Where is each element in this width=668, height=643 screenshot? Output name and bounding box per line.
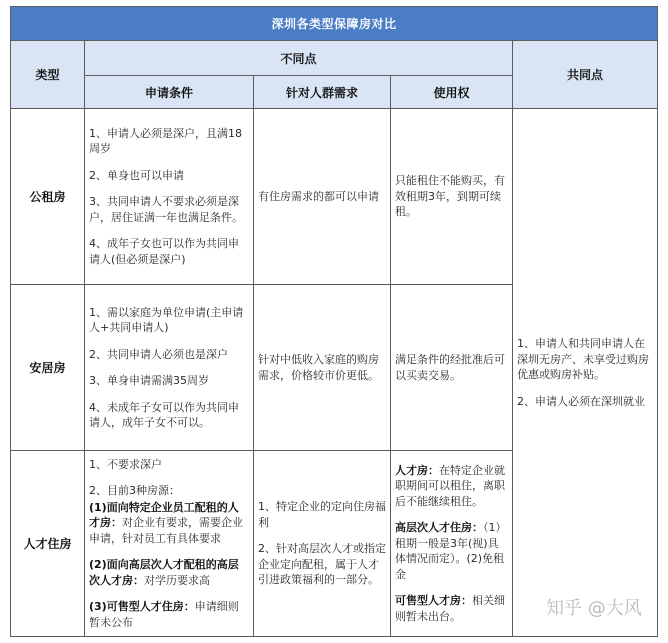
- condition-item: [89, 599, 249, 630]
- usage-rights-label: 可售型人才房：: [395, 594, 472, 608]
- condition-item-label: (2)面向高层次人才配租的高层次人才房：: [89, 558, 239, 587]
- usage-rights-label: 高层次人才住房：: [395, 521, 483, 535]
- target-needs-cell: [254, 109, 390, 284]
- condition-item: 1、不要求深户: [89, 457, 162, 471]
- condition-item: [89, 557, 249, 588]
- common-point-item: 2、申请人必须在深圳就业: [517, 394, 645, 408]
- condition-item: 4、成年子女也可以作为共同申请人(但必须是深户): [89, 237, 239, 266]
- condition-item: [89, 500, 249, 547]
- target-needs-cell: [254, 285, 390, 450]
- target-needs-item: 1、特定企业的定向住房福利: [258, 500, 386, 529]
- usage-rights-item: [395, 520, 508, 582]
- header-type: 类型: [11, 41, 84, 108]
- comparison-table: [10, 6, 658, 637]
- usage-rights-text: （1）租期一般是3年(视)具体情况而定）。(2)免租金: [395, 521, 507, 581]
- conditions-cell: [85, 109, 253, 284]
- usage-rights-item: 只能租住不能购买，有效租期3年，到期可续租。: [395, 174, 505, 219]
- conditions-cell: [85, 451, 253, 636]
- condition-item: 3、共同申请人不要求必须是深户，居住证满一年也满足条件。: [89, 195, 243, 224]
- condition-item: 3、单身申请需满35周岁: [89, 374, 209, 387]
- type-cell: 公租房: [11, 109, 84, 284]
- target-needs-item: 2、针对高层次人才或指定企业定向配租，属于人才引进政策福利的一部分。: [258, 542, 386, 587]
- type-cell: 人才住房: [11, 451, 84, 636]
- condition-item: 2、共同申请人必须也是深户: [89, 347, 228, 361]
- usage-rights-cell: [391, 451, 512, 636]
- usage-rights-label: 人才房：: [395, 463, 439, 477]
- condition-item-label: (1)面向特定企业员工配租的人才房：: [89, 500, 239, 530]
- common-point-item: 1、申请人和共同申请人在深圳无房产、未享受过购房优惠或购房补贴。: [517, 337, 649, 381]
- usage-rights-item: [395, 463, 508, 510]
- header-differences: 不同点: [85, 41, 512, 75]
- condition-item-text: 申请细则暂未公布: [89, 600, 239, 629]
- condition-item-text: 对企业有要求，需要企业申请，针对员工有具体要求: [89, 516, 243, 545]
- usage-rights-cell: [391, 109, 512, 284]
- common-points-cell: [513, 109, 657, 636]
- conditions-cell: [85, 285, 253, 450]
- condition-item: 4、未成年子女可以作为共同申请人，成年子女不可以。: [89, 400, 239, 429]
- header-target-needs: 针对人群需求: [254, 76, 390, 108]
- target-needs-cell: [254, 451, 390, 636]
- usage-rights-item: [395, 593, 508, 624]
- type-cell: 安居房: [11, 285, 84, 450]
- condition-item: 1、申请人必须是深户，且满18周岁: [89, 126, 242, 156]
- header-usage-rights: 使用权: [391, 76, 512, 108]
- target-needs-item: 针对中低收入家庭的购房需求，价格较市价更低。: [258, 353, 379, 382]
- target-needs-item: 有住房需求的都可以申请: [258, 189, 379, 203]
- condition-item: 1、需以家庭为单位申请(主申请人+共同申请人): [89, 305, 244, 334]
- usage-rights-cell: [391, 285, 512, 450]
- condition-item: 2、单身也可以申请: [89, 168, 184, 182]
- condition-item: 2、目前3种房源：: [89, 484, 180, 498]
- usage-rights-item: 满足条件的经批准后可以买卖交易。: [395, 353, 505, 382]
- watermark: 知乎 @大风: [546, 598, 642, 619]
- condition-item-text: 对学历要求高: [144, 573, 210, 587]
- usage-rights-text: 相关细则暂未出台。: [395, 594, 505, 623]
- table-title: 深圳各类型保障房对比: [11, 7, 657, 40]
- usage-rights-text: 在特定企业就职期间可以租住，离职后不能继续租住。: [395, 463, 505, 508]
- header-common: 共同点: [513, 41, 657, 108]
- condition-item-label: (3)可售型人才住房：: [89, 600, 195, 614]
- header-conditions: 申请条件: [85, 76, 253, 108]
